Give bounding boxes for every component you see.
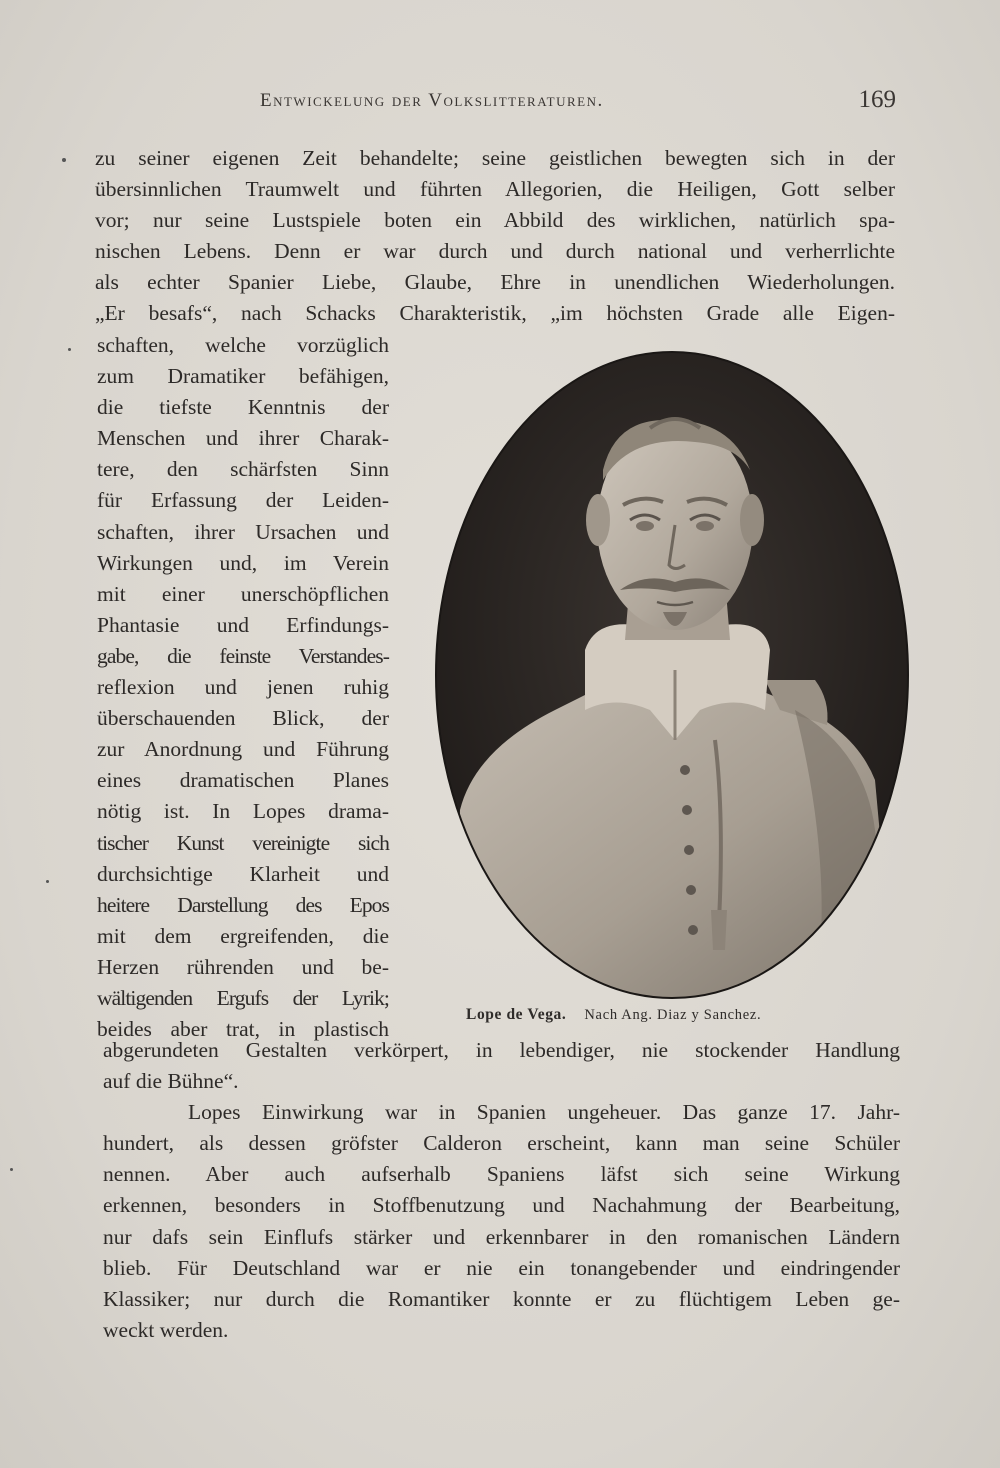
- text-line: durchsichtige Klarheit und: [97, 861, 389, 886]
- portrait-figure: [435, 350, 910, 1000]
- text-line: Herzen rührenden und be-: [97, 954, 389, 979]
- paper-speck: [62, 158, 66, 162]
- text-line: weckt werden.: [103, 1317, 229, 1342]
- text-line: heitere Darstellung des Epos: [97, 892, 389, 917]
- text-line: die tiefste Kenntnis der: [97, 395, 389, 420]
- text-line: auf die Bühne“.: [103, 1069, 239, 1094]
- paragraph-1-wrapped-column: [97, 330, 389, 1045]
- text-line: eines dramatischen Planes: [97, 768, 389, 793]
- text-line: Wirkungen und, im Verein: [97, 550, 389, 575]
- text-line: übersinnlichen Traumwelt und führten Allegorien, die Heiligen, Gott selber: [95, 177, 895, 202]
- caption-name: Lope de Vega.: [466, 1006, 567, 1023]
- text-line: zur Anordnung und Führung: [97, 737, 389, 762]
- text-line: tischer Kunst vereinigte sich: [97, 830, 389, 855]
- text-line: „Er besafs“, nach Schacks Charakteristik, „im höchsten Grade alle Eigen-: [95, 301, 895, 326]
- text-line: erkennen, besonders in Stoffbenutzung und Nachahmung der Bearbeitung,: [103, 1193, 900, 1218]
- paper-speck: [10, 1168, 13, 1171]
- text-line: Menschen und ihrer Charak-: [97, 426, 389, 451]
- text-line: abgerundeten Gestalten verkörpert, in lebendiger, nie stockender Handlung: [103, 1038, 900, 1062]
- text-line: Lopes Einwirkung war in Spanien ungeheuer. Das ganze 17. Jahr-: [188, 1100, 900, 1125]
- text-line: gabe, die feinste Verstandes-: [97, 643, 389, 668]
- portrait-bust-image: [435, 350, 910, 1000]
- caption-credit: Nach Ang. Diaz y Sanchez.: [584, 1007, 762, 1023]
- text-line: zum Dramatiker befähigen,: [97, 364, 389, 389]
- text-line: hundert, als dessen gröfster Calderon erscheint, kann man seine Schüler: [103, 1131, 900, 1156]
- text-line: Phantasie und Erfindungs-: [97, 612, 389, 637]
- page-number: 169: [858, 86, 896, 113]
- text-line: beides aber trat, in plastisch: [97, 1017, 389, 1042]
- text-line: blieb. Für Deutschland war er nie ein tonangebender und eindringender: [103, 1255, 900, 1280]
- text-line: zu seiner eigenen Zeit behandelte; seine geistlichen bewegten sich in der: [95, 146, 895, 170]
- figure-caption: [466, 1006, 906, 1024]
- text-line: tere, den schärfsten Sinn: [97, 457, 389, 482]
- text-line: vor; nur seine Lustspiele boten ein Abbild des wirklichen, natürlich spa-: [95, 208, 895, 233]
- paper-speck: [46, 880, 49, 883]
- text-line: reflexion und jenen ruhig: [97, 675, 389, 700]
- text-line: nischen Lebens. Denn er war durch und durch national und verherrlichte: [95, 239, 895, 264]
- paragraph-1-top: [95, 143, 895, 330]
- text-line: als echter Spanier Liebe, Glaube, Ehre in unendlichen Wiederholungen.: [95, 270, 895, 295]
- text-line: nur dafs sein Einflufs stärker und erkennbarer in den romanischen Ländern: [103, 1224, 900, 1249]
- text-line: schaften, ihrer Ursachen und: [97, 519, 389, 544]
- paper-speck: [68, 348, 71, 351]
- text-line: für Erfassung der Leiden-: [97, 488, 389, 513]
- text-line: mit einer unerschöpflichen: [97, 581, 389, 606]
- text-line: nennen. Aber auch aufserhalb Spaniens läfst sich seine Wirkung: [103, 1162, 900, 1187]
- running-head: [100, 86, 900, 124]
- paragraph-1-bottom-and-paragraph-2: [103, 1035, 900, 1346]
- text-line: überschauenden Blick, der: [97, 706, 389, 731]
- text-line: schaften, welche vorzüglich: [97, 333, 389, 357]
- text-line: nötig ist. In Lopes drama-: [97, 799, 389, 824]
- text-line: Klassiker; nur durch die Romantiker konnte er zu flüchtigem Leben ge-: [103, 1286, 900, 1311]
- text-line: mit dem ergreifenden, die: [97, 923, 389, 948]
- running-title: Entwickelung der Volkslitteraturen.: [260, 90, 604, 111]
- text-line: wältigenden Ergufs der Lyrik;: [97, 985, 389, 1010]
